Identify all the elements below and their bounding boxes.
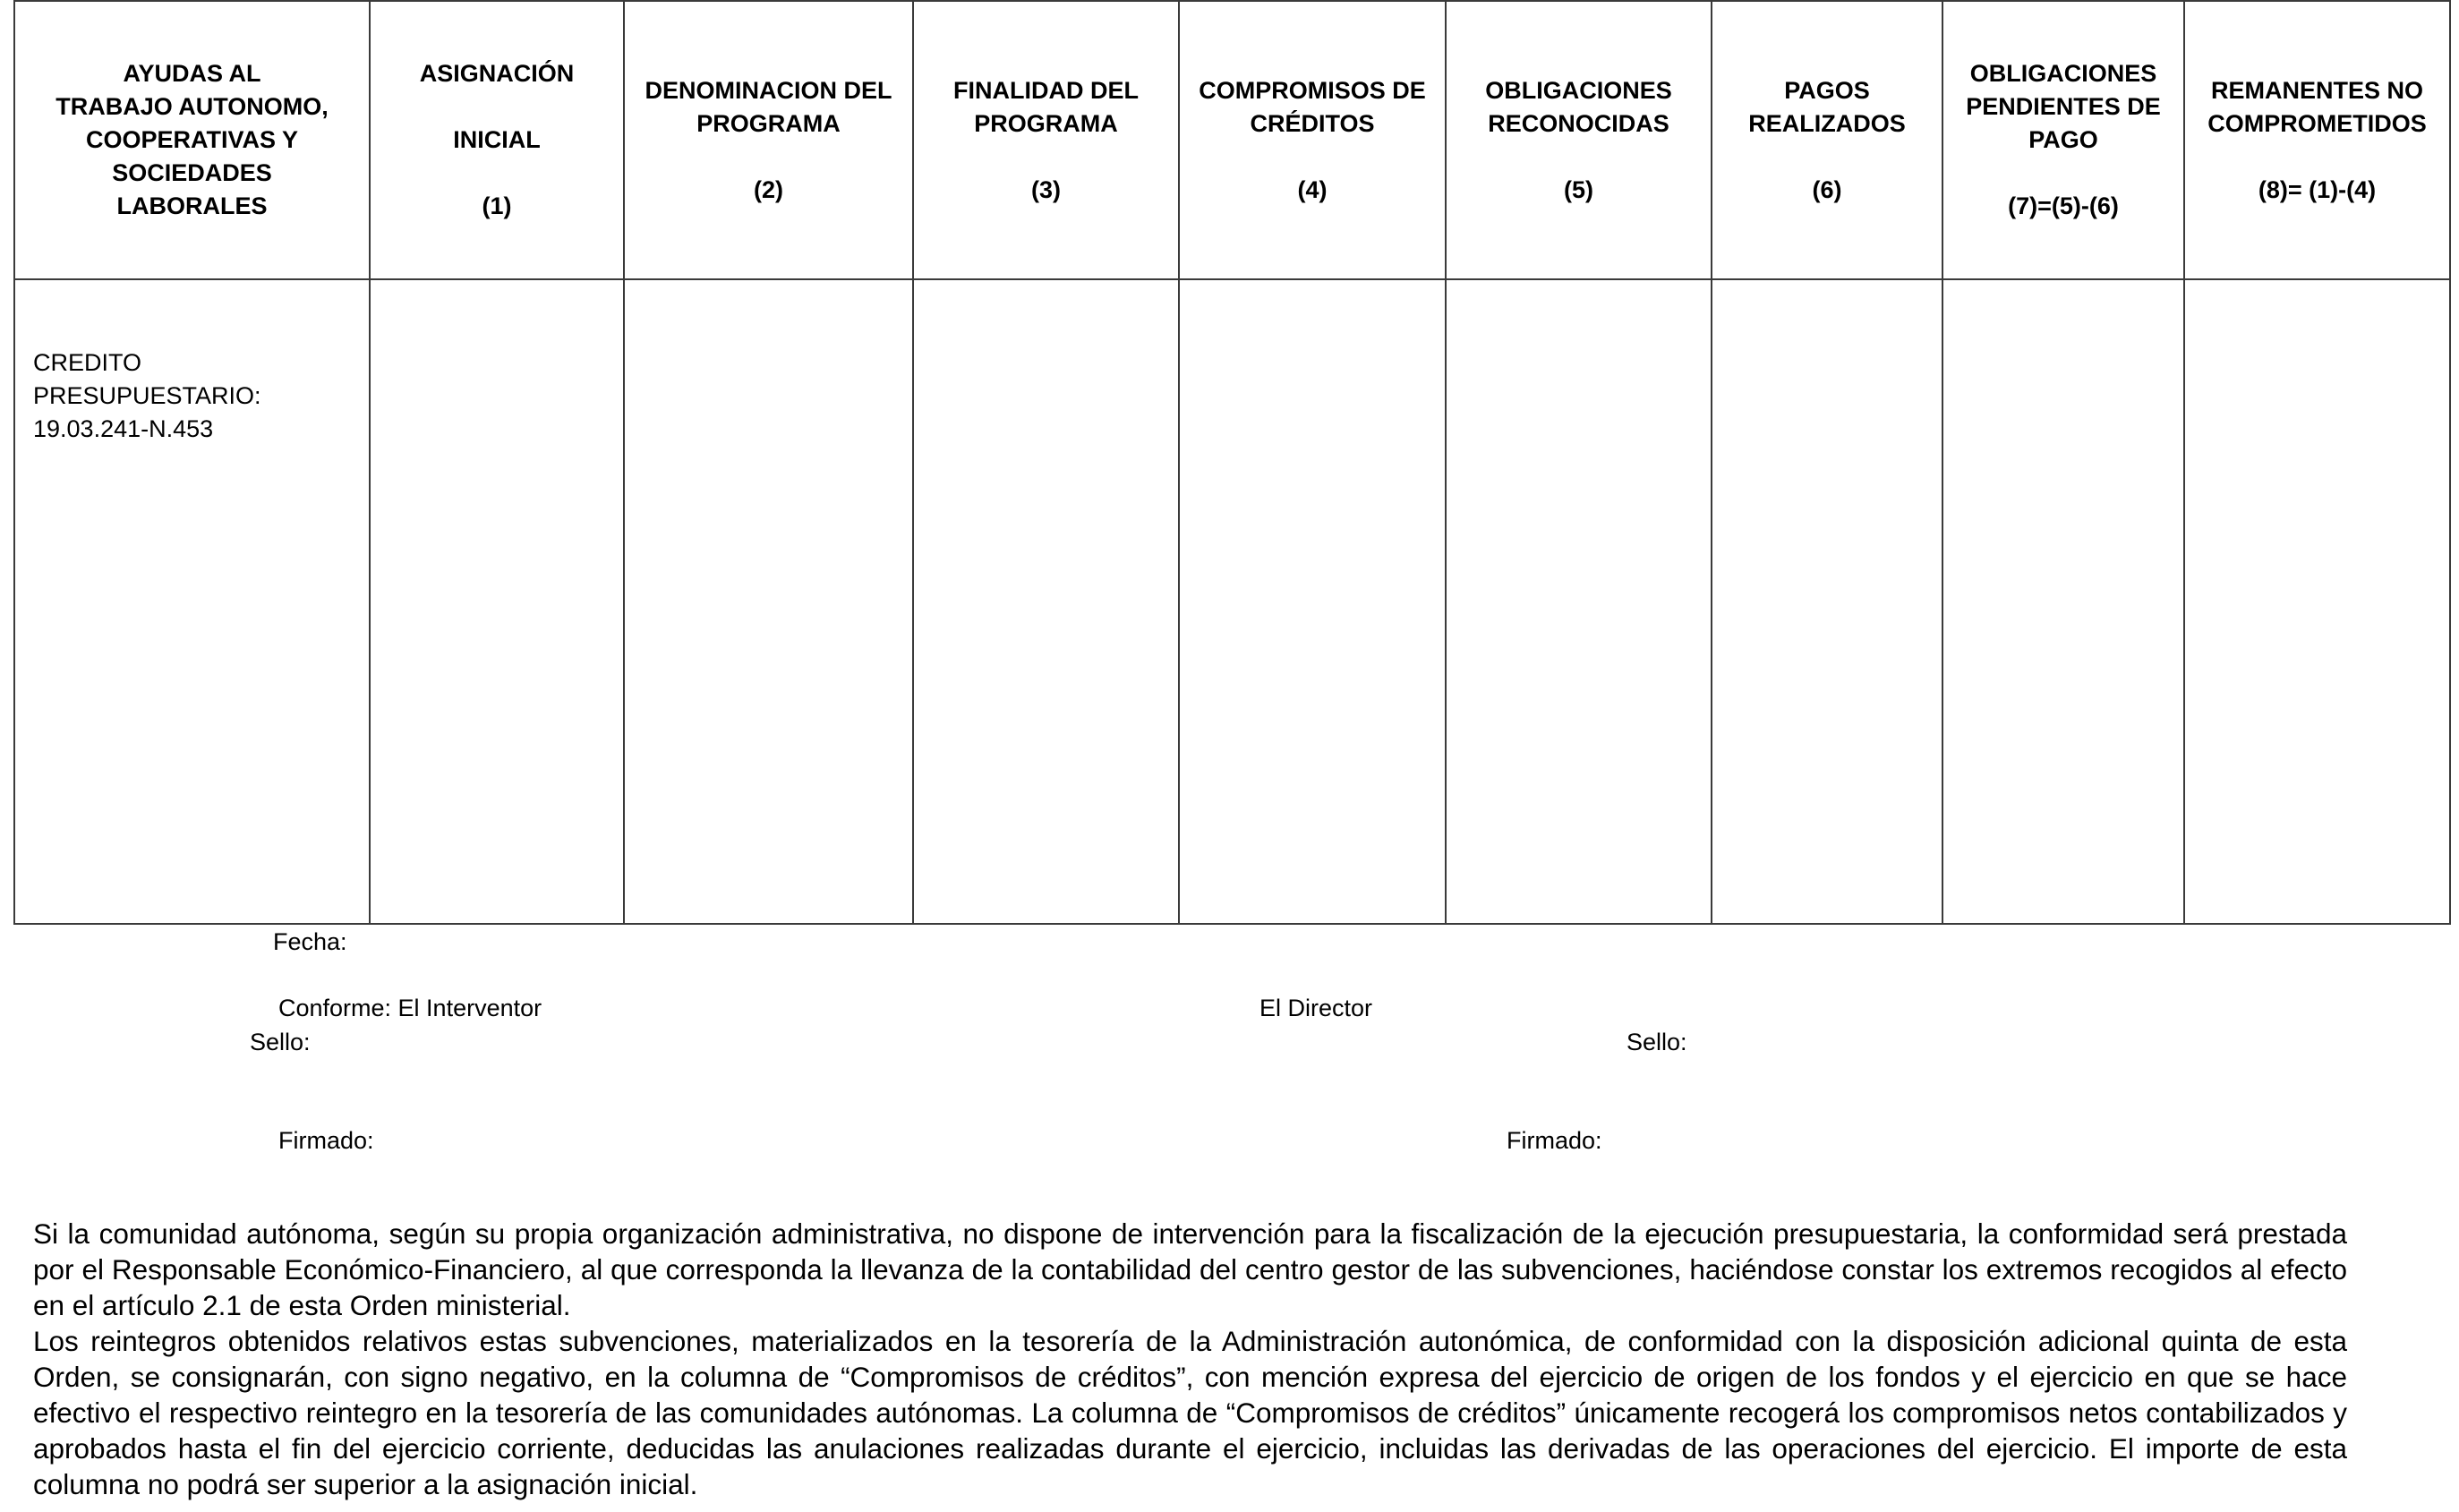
header-number: (5) — [1564, 175, 1593, 203]
cell-pagos-realizados[interactable] — [1712, 279, 1942, 924]
cell-compromisos[interactable] — [1179, 279, 1446, 924]
budget-execution-table — [13, 0, 2451, 925]
header-compromisos — [1179, 1, 1446, 279]
header-finalidad — [913, 1, 1179, 279]
header-pagos-realizados — [1712, 1, 1942, 279]
cell-denominacion[interactable] — [624, 279, 913, 924]
header-ayudas — [14, 1, 370, 279]
header-remanentes — [2184, 1, 2450, 279]
budget-table-container — [13, 0, 2451, 925]
director-label: El Director — [1259, 995, 1373, 1021]
header-number: (3) — [1031, 175, 1061, 203]
header-number: (1) — [482, 192, 512, 219]
header-title: DENOMINACION DEL PROGRAMA — [645, 76, 892, 137]
header-denominacion — [624, 1, 913, 279]
credit-label: CREDITO PRESUPUESTARIO: 19.03.241-N.453 — [33, 349, 261, 442]
cell-remanentes[interactable] — [2184, 279, 2450, 924]
header-number: (6) — [1812, 175, 1842, 203]
table-row — [14, 279, 2450, 924]
sello-left-label: Sello: — [250, 1029, 311, 1055]
cell-obligaciones-reconocidas[interactable] — [1446, 279, 1712, 924]
footnote-paragraph-1: Si la comunidad autónoma, según su propia organización administrativa, no dispone de intervención para la fiscalización de la ejecución presupuestaria, la conformidad será prestada por el Responsable Económico-Financiero, al que corresponda la llevanza de la contabilidad del centro gestor de las subvenciones, haciéndose constar los extremos recogidos al efecto en el artículo 2.1 de esta Orden ministerial. — [33, 1217, 2347, 1321]
cell-credito-presupuestario — [14, 279, 370, 924]
firmado-right-label: Firmado: — [1507, 1127, 1602, 1154]
header-number: (8)= (1)-(4) — [2258, 175, 2377, 203]
sello-right-label: Sello: — [1627, 1029, 1687, 1055]
fecha-label: Fecha: — [273, 928, 347, 955]
footnotes — [33, 1216, 2347, 1502]
footnote-paragraph-2: Los reintegros obtenidos relativos estas subvenciones, materializados en la tesorería de la Administración autonómica, de conformidad con la disposición adicional quinta de esta Orden, se consignarán, con signo negativo, en la columna de “Compromisos de créditos”, con mención expresa del ejercicio de origen de los fondos y el ejercicio en que se hace efectivo el respectivo reintegro en la tesorería de las comunidades autónomas. La columna de “Compromisos de créditos” únicamente recogerá los compromisos netos contabilizados y aprobados hasta el fin del ejercicio corriente, deducidas las anulaciones realizadas durante el ejercicio, incluidas las derivadas de las operaciones del ejercicio. El importe de esta columna no podrá ser superior a la asignación inicial. — [33, 1325, 2347, 1500]
header-title: ASIGNACIÓN INICIAL — [419, 60, 575, 153]
cell-obligaciones-pendientes[interactable] — [1942, 279, 2184, 924]
header-obligaciones-pendientes — [1942, 1, 2184, 279]
table-header-row — [14, 1, 2450, 279]
header-number: (2) — [754, 175, 783, 203]
header-title: AYUDAS AL TRABAJO AUTONOMO, COOPERATIVAS Y SOCIEDADES LABORALES — [55, 60, 329, 219]
header-obligaciones-reconocidas — [1446, 1, 1712, 279]
cell-finalidad[interactable] — [913, 279, 1179, 924]
header-number: (7)=(5)-(6) — [2008, 192, 2119, 219]
header-number: (4) — [1297, 175, 1328, 203]
header-title: OBLIGACIONES PENDIENTES DE PAGO — [1966, 60, 2161, 153]
header-title: REMANENTES NO COMPROMETIDOS — [2207, 76, 2427, 137]
conforme-interventor-label: Conforme: El Interventor — [278, 995, 542, 1021]
header-title: PAGOS REALIZADOS — [1748, 76, 1906, 137]
header-title: FINALIDAD DEL PROGRAMA — [953, 76, 1139, 137]
header-asignacion-inicial — [370, 1, 624, 279]
firmado-left-label: Firmado: — [278, 1127, 374, 1154]
cell-asignacion-inicial[interactable] — [370, 279, 624, 924]
header-title: COMPROMISOS DE CRÉDITOS — [1199, 76, 1426, 137]
header-title: OBLIGACIONES RECONOCIDAS — [1485, 76, 1672, 137]
